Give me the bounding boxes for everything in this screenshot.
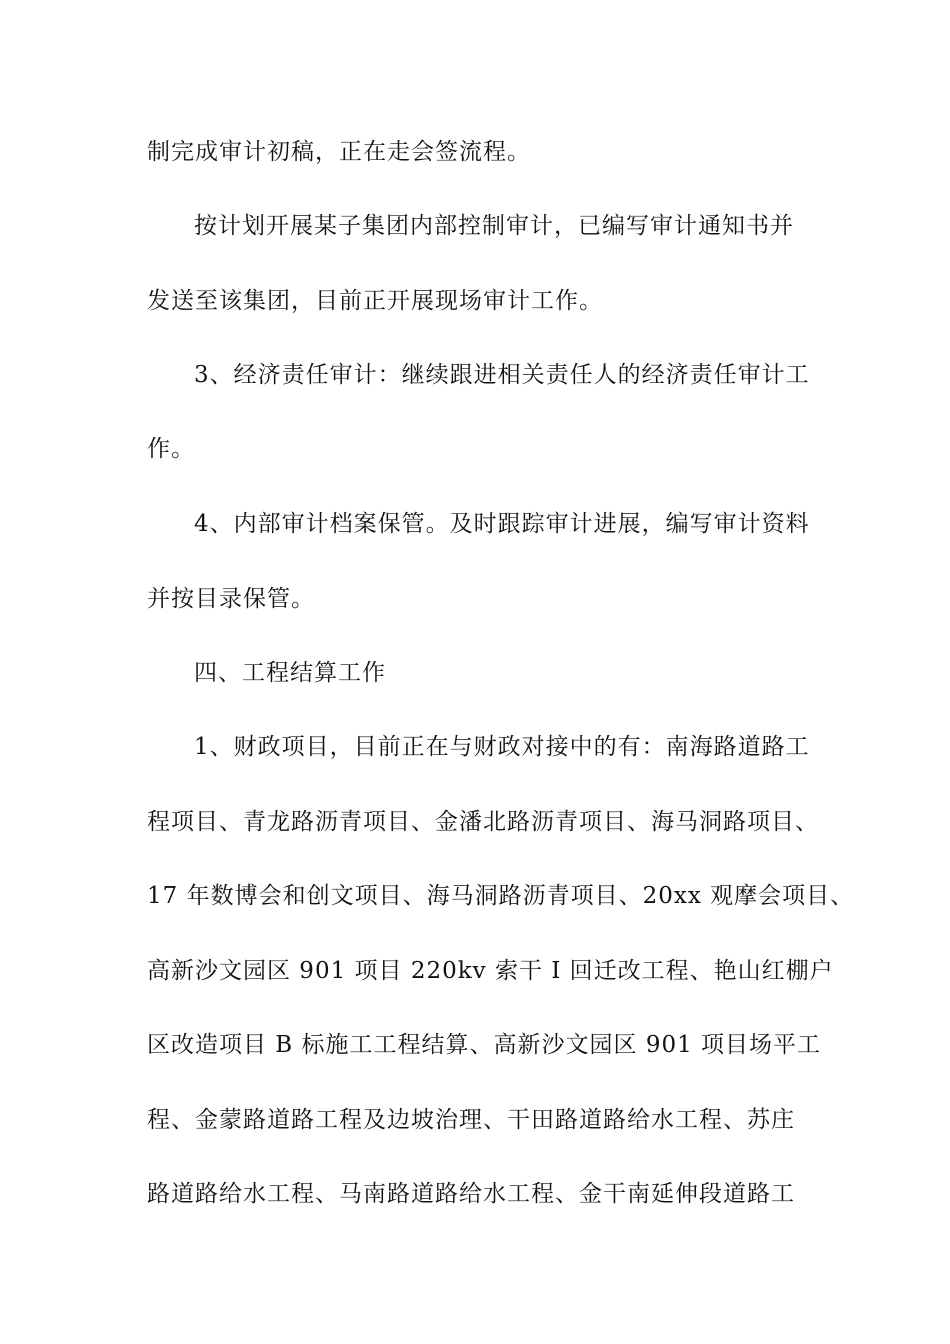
text-line: 1、财政项目，目前正在与财政对接中的有：南海路道路工 [194,734,810,760]
text-line: 17 年数博会和创文项目、海马洞路沥青项目、20xx 观摩会项目、 [147,883,855,909]
text-line: 并按目录保管。 [147,586,315,612]
text-line: 路道路给水工程、马南路道路给水工程、金干南延伸段道路工 [147,1181,795,1207]
text-line: 高新沙文园区 901 项目 220kv 索干 I 回迁改工程、艳山红棚户 [147,958,834,984]
text-line: 程项目、青龙路沥青项目、金潘北路沥青项目、海马洞路项目、 [147,809,819,835]
text-line: 制完成审计初稿，正在走会签流程。 [147,139,531,165]
text-line: 按计划开展某子集团内部控制审计，已编写审计通知书并 [194,213,794,239]
text-line: 程、金蒙路道路工程及边坡治理、干田路道路给水工程、苏庄 [147,1107,795,1133]
section-heading: 四、工程结算工作 [194,660,386,686]
text-line: 发送至该集团，目前正开展现场审计工作。 [147,288,603,314]
text-line: 区改造项目 B 标施工工程结算、高新沙文园区 901 项目场平工 [147,1032,822,1058]
text-line: 4、内部审计档案保管。及时跟踪审计进展，编写审计资料 [194,511,810,537]
text-line: 作。 [147,436,195,462]
text-line: 3、经济责任审计：继续跟进相关责任人的经济责任审计工 [194,362,810,388]
